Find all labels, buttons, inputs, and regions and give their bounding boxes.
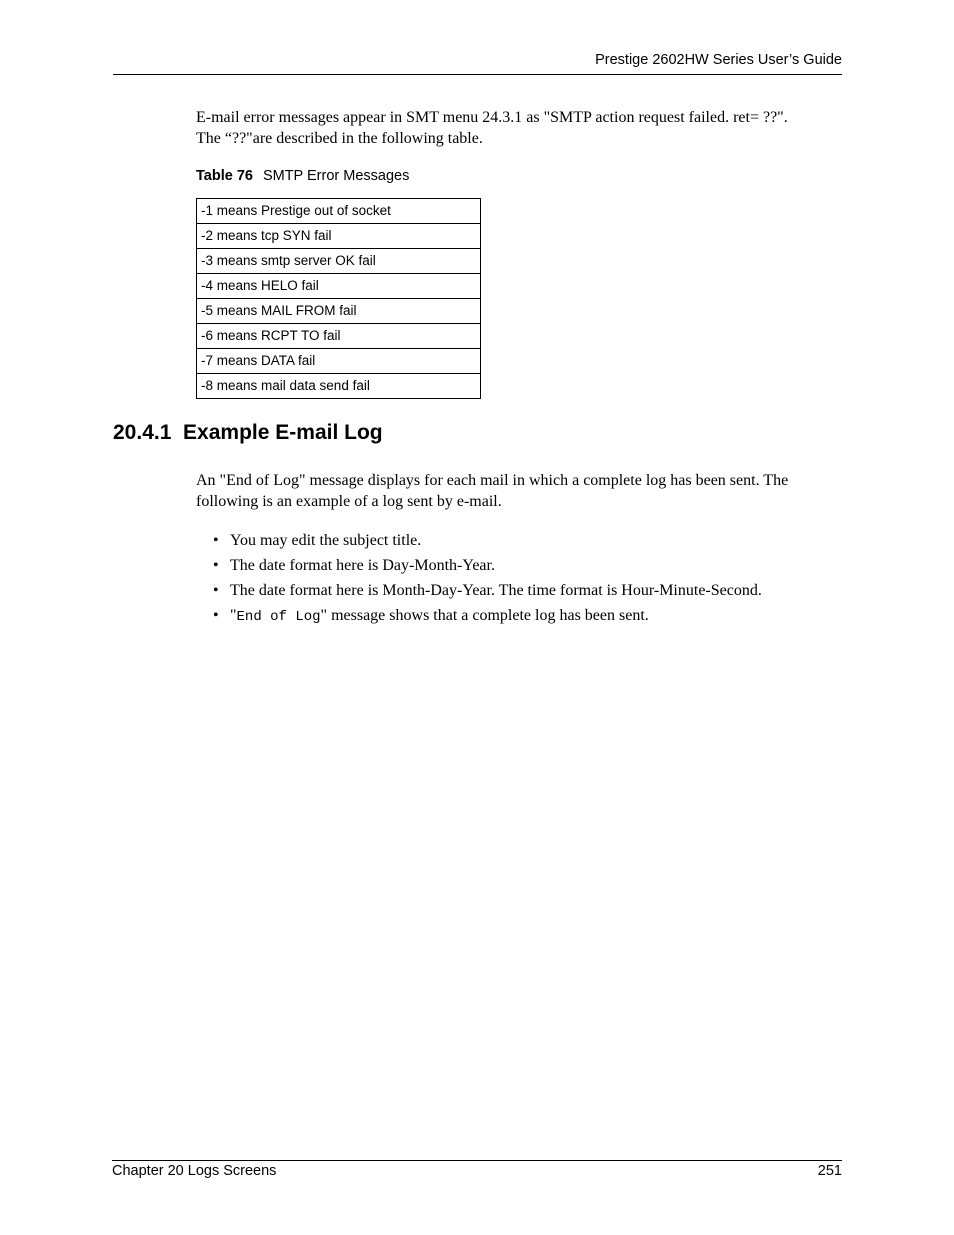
section-para-line-1: An "End of Log" message displays for each mail in which a complete log has been sent. The bbox=[196, 472, 789, 489]
table-row bbox=[197, 324, 481, 349]
open-quote: " bbox=[230, 607, 237, 624]
section-heading: 20.4.1 Example E-mail Log bbox=[113, 421, 383, 444]
table-cell: -5 means MAIL FROM fail bbox=[197, 299, 481, 324]
bullet-icon: • bbox=[213, 582, 219, 599]
intro-line-2: The “??"are described in the following table. bbox=[196, 130, 483, 147]
list-item bbox=[196, 580, 846, 605]
table-row bbox=[197, 374, 481, 399]
list-item-text: The date format here is Month-Day-Year. The time format is Hour-Minute-Second. bbox=[230, 582, 762, 599]
bullet-icon: • bbox=[213, 607, 219, 624]
table-cell: -7 means DATA fail bbox=[197, 349, 481, 374]
page-header bbox=[113, 50, 842, 75]
table-cell: -4 means HELO fail bbox=[197, 274, 481, 299]
table-row bbox=[197, 224, 481, 249]
table-row bbox=[197, 299, 481, 324]
list-item bbox=[196, 530, 846, 555]
table-caption bbox=[196, 168, 409, 184]
table-title: SMTP Error Messages bbox=[262, 168, 410, 184]
table-cell: -2 means tcp SYN fail bbox=[197, 224, 481, 249]
section-paragraph bbox=[196, 470, 846, 512]
table-label: Table 76 bbox=[196, 168, 253, 184]
table-cell: -3 means smtp server OK fail bbox=[197, 249, 481, 274]
intro-paragraph bbox=[196, 107, 846, 149]
list-item-text: The date format here is Day-Month-Year. bbox=[230, 557, 495, 574]
list-item-text: You may edit the subject title. bbox=[230, 532, 422, 549]
footer-chapter: Chapter 20 Logs Screens bbox=[112, 1163, 277, 1179]
header-title: Prestige 2602HW Series User’s Guide bbox=[595, 52, 842, 68]
table-row bbox=[197, 349, 481, 374]
list-item bbox=[196, 605, 846, 630]
page-number: 251 bbox=[817, 1163, 842, 1179]
table-row bbox=[197, 249, 481, 274]
table-cell: -6 means RCPT TO fail bbox=[197, 324, 481, 349]
bullet-icon: • bbox=[213, 557, 219, 574]
intro-line-1: E-mail error messages appear in SMT menu 24.3.1 as "SMTP action request failed. ret= ??". bbox=[196, 109, 788, 126]
section-para-line-2: following is an example of a log sent by e-mail. bbox=[196, 493, 502, 510]
page-footer bbox=[112, 1160, 842, 1185]
bullet-list bbox=[196, 530, 846, 630]
code-end-of-log: End of Log bbox=[236, 609, 321, 625]
list-item-text: " message shows that a complete log has been sent. bbox=[320, 607, 649, 624]
table-row bbox=[197, 274, 481, 299]
table-cell: -8 means mail data send fail bbox=[197, 374, 481, 399]
table-row bbox=[197, 199, 481, 224]
bullet-icon: • bbox=[213, 532, 219, 549]
smtp-error-table bbox=[196, 198, 481, 399]
table-cell: -1 means Prestige out of socket bbox=[197, 199, 481, 224]
list-item bbox=[196, 555, 846, 580]
